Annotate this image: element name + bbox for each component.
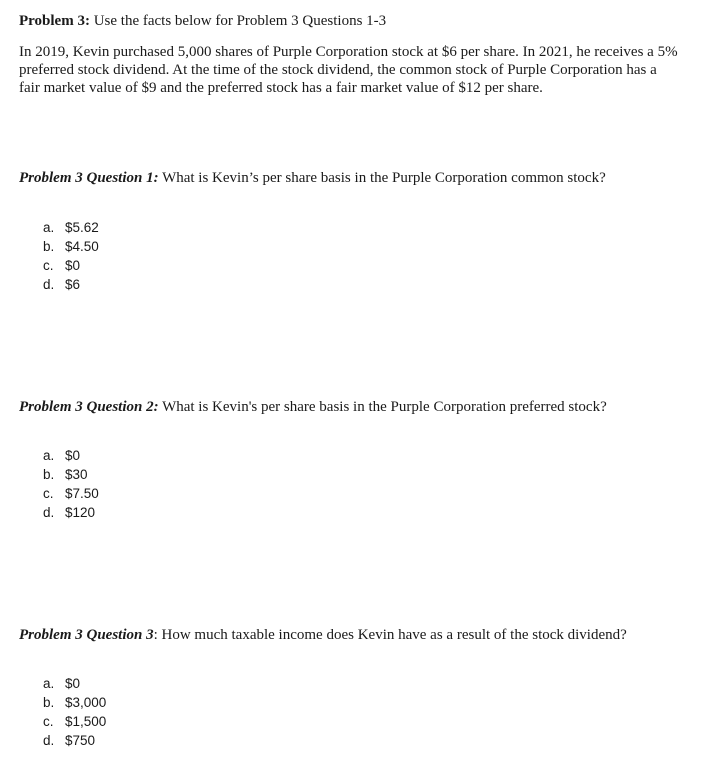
option-value: $4.50 [65, 239, 99, 254]
question-1-options [43, 218, 99, 294]
question-1-text: What is Kevin’s per share basis in the Purple Corporation common stock? [158, 170, 606, 186]
option-value: $5.62 [65, 220, 99, 235]
question-1-option-a[interactable] [43, 218, 99, 237]
option-letter: b. [43, 239, 55, 254]
question-2-option-b[interactable] [43, 465, 99, 484]
problem-intro: In 2019, Kevin purchased 5,000 shares of Purple Corporation stock at $6 per share. In 2021, he receives a 5% preferred stock dividend. At the time of the stock dividend, the common stock of Purple Corporation has a fair market value of $9 and the preferred stock has a fair market value of $12 per share. [19, 44, 678, 96]
question-2-option-c[interactable] [43, 484, 99, 503]
question-3-option-c[interactable] [43, 712, 106, 731]
option-letter: a. [43, 448, 55, 463]
question-1-option-b[interactable] [43, 237, 99, 256]
question-1 [19, 169, 639, 187]
option-letter: d. [43, 505, 55, 520]
problem-header-label: Problem 3: [19, 13, 90, 29]
question-1-option-c[interactable] [43, 256, 99, 275]
option-letter: d. [43, 733, 55, 748]
question-1-label: Problem 3 Question 1: [19, 170, 159, 186]
option-letter: d. [43, 277, 55, 292]
question-2-label: Problem 3 Question 2: [19, 399, 159, 415]
option-letter: a. [43, 220, 55, 235]
question-3-text: : How much taxable income does Kevin have as a result of the stock dividend? [153, 627, 627, 643]
question-3-option-d[interactable] [43, 731, 106, 750]
question-1-option-d[interactable] [43, 275, 99, 294]
option-letter: b. [43, 467, 55, 482]
option-value: $750 [65, 733, 96, 748]
option-value: $6 [65, 277, 81, 292]
option-letter: a. [43, 676, 55, 691]
question-3-label: Problem 3 Question 3 [19, 627, 154, 643]
option-letter: c. [43, 486, 54, 501]
question-2-options [43, 446, 99, 522]
option-value: $0 [65, 448, 81, 463]
question-3-option-a[interactable] [43, 674, 106, 693]
question-3-options [43, 674, 106, 750]
option-value: $120 [65, 505, 96, 520]
option-value: $0 [65, 676, 81, 691]
option-value: $7.50 [65, 486, 99, 501]
option-value: $30 [65, 467, 88, 482]
problem-header-text: Use the facts below for Problem 3 Questions 1-3 [89, 13, 387, 29]
question-2-text: What is Kevin's per share basis in the Purple Corporation preferred stock? [158, 399, 607, 415]
question-2-option-d[interactable] [43, 503, 99, 522]
option-letter: b. [43, 695, 55, 710]
question-2-option-a[interactable] [43, 446, 99, 465]
problem-header [19, 12, 679, 31]
question-3-option-b[interactable] [43, 693, 106, 712]
document-page [19, 12, 679, 748]
option-letter: c. [43, 258, 54, 273]
question-2 [19, 398, 639, 416]
option-value: $0 [65, 258, 81, 273]
option-value: $1,500 [65, 714, 107, 729]
question-3 [19, 626, 639, 644]
option-value: $3,000 [65, 695, 107, 710]
option-letter: c. [43, 714, 54, 729]
